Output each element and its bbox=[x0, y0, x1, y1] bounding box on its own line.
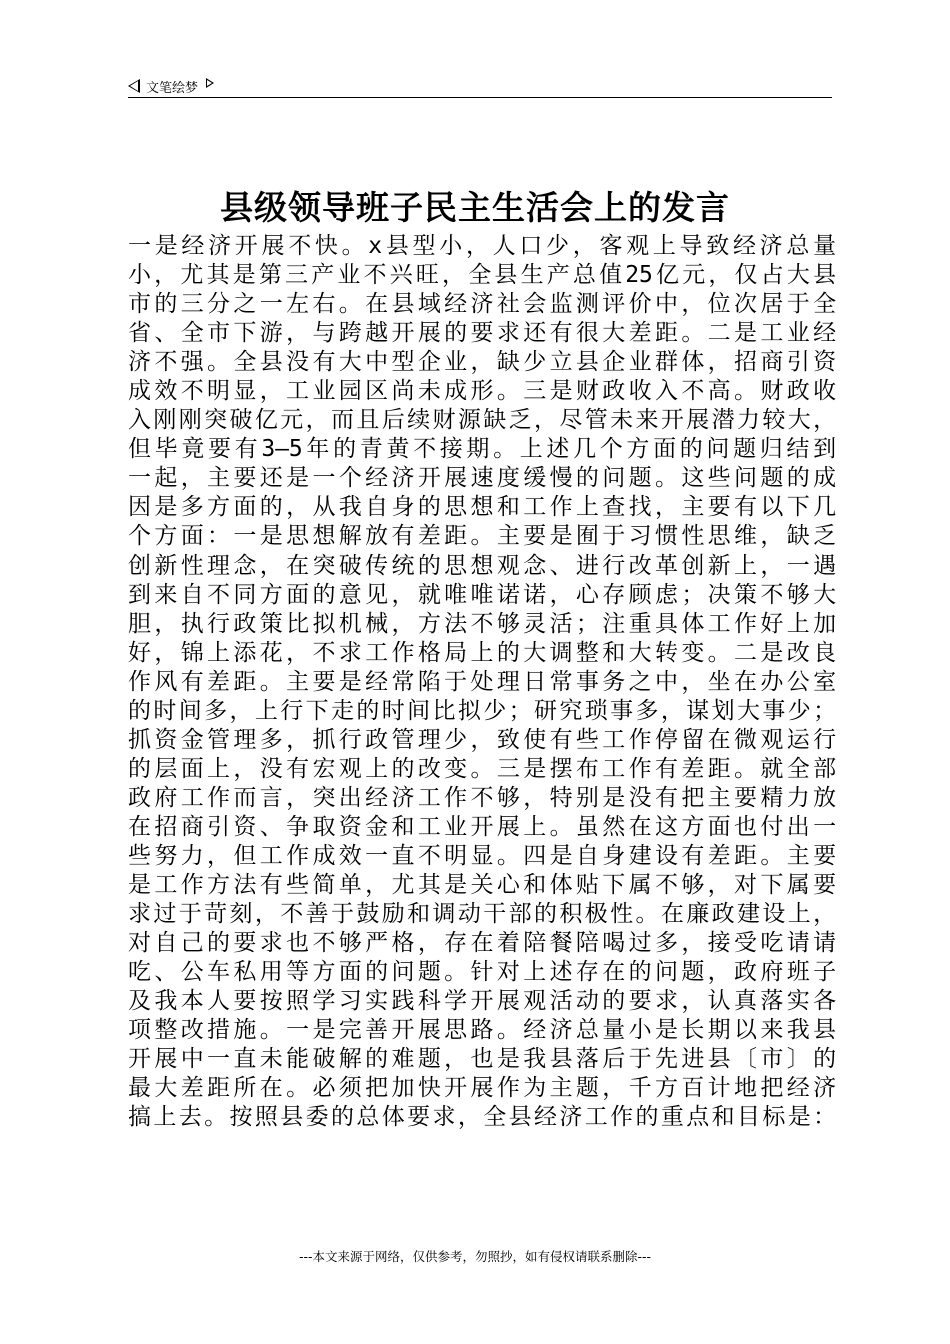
body-line: 但毕竟要有3—5年的青黄不接期。上述几个方面的问题归结到 bbox=[128, 436, 836, 463]
body-line: 市的三分之一左右。在县域经济社会监测评价中，位次居于全 bbox=[128, 291, 836, 318]
body-line: 一是经济开展不快。x县型小，人口少，客观上导致经济总量 bbox=[128, 233, 836, 259]
document-title: 县级领导班子民主生活会上的发言 bbox=[220, 188, 730, 227]
page-header bbox=[128, 74, 832, 98]
body-text bbox=[128, 232, 836, 1132]
body-line: 开展中一直未能破解的难题，也是我县落后于先进县〔市〕的 bbox=[128, 1046, 836, 1073]
body-line: 最大差距所在。必须把加快开展作为主题，千方百计地把经济 bbox=[128, 1075, 836, 1102]
body-line: 在招商引资、争取资金和工业开展上。虽然在这方面也付出一 bbox=[128, 813, 836, 840]
body-line: 些努力，但工作成效一直不明显。四是自身建设有差距。主要 bbox=[128, 842, 836, 869]
body-line: 求过于苛刻，不善于鼓励和调动干部的积极性。在廉政建设上， bbox=[128, 901, 836, 928]
body-line: 及我本人要按照学习实践科学开展观活动的要求，认真落实各 bbox=[128, 988, 836, 1015]
body-line: 作风有差距。主要是经常陷于处理日常事务之中，坐在办公室 bbox=[128, 668, 836, 695]
body-line: 好，锦上添花，不求工作格局上的大调整和大转变。二是改良 bbox=[128, 639, 836, 666]
body-line: 个方面：一是思想解放有差距。主要是囿于习惯性思维，缺乏 bbox=[128, 523, 836, 550]
body-line: 创新性理念，在突破传统的思想观念、进行改革创新上，一遇 bbox=[128, 552, 836, 579]
body-line: 政府工作而言，突出经济工作不够，特别是没有把主要精力放 bbox=[128, 784, 836, 811]
body-line: 项整改措施。一是完善开展思路。经济总量小是长期以来我县 bbox=[128, 1017, 836, 1044]
body-line: 搞上去。按照县委的总体要求，全县经济工作的重点和目标是： bbox=[128, 1104, 836, 1131]
body-line: 济不强。全县没有大中型企业，缺少立县企业群体，招商引资 bbox=[128, 349, 836, 376]
footer-disclaimer: ---本文来源于网络，仅供参考，勿照抄，如有侵权请联系删除--- bbox=[298, 1249, 652, 1264]
body-line: 到来自不同方面的意见，就唯唯诺诺，心存顾虑；决策不够大 bbox=[128, 581, 836, 608]
body-line: 一起，主要还是一个经济开展速度缓慢的问题。这些问题的成 bbox=[128, 465, 836, 492]
body-line: 成效不明显，工业园区尚未成形。三是财政收入不高。财政收 bbox=[128, 378, 836, 405]
body-line: 的时间多，上行下走的时间比拟少；研究琐事多，谋划大事少； bbox=[128, 697, 836, 724]
body-line: 是工作方法有些简单，尤其是关心和体贴下属不够，对下属要 bbox=[128, 872, 836, 899]
body-line: 抓资金管理多，抓行政管理少，致使有些工作停留在微观运行 bbox=[128, 726, 836, 753]
header-divider bbox=[128, 97, 832, 98]
body-line: 省、全市下游，与跨越开展的要求还有很大差距。二是工业经 bbox=[128, 320, 836, 347]
body-line: 的层面上，没有宏观上的改变。三是摆布工作有差距。就全部 bbox=[128, 755, 836, 782]
header-label: 文笔绘梦 bbox=[146, 80, 199, 96]
left-triangle-icon bbox=[128, 79, 140, 93]
body-line: 胆，执行政策比拟机械，方法不够灵活；注重具体工作好上加 bbox=[128, 610, 836, 637]
body-line: 吃、公车私用等方面的问题。针对上述存在的问题，政府班子 bbox=[128, 959, 836, 986]
right-triangle-icon bbox=[206, 78, 214, 88]
body-line: 因是多方面的，从我自身的思想和工作上查找，主要有以下几 bbox=[128, 494, 836, 521]
body-line: 入刚刚突破亿元，而且后续财源缺乏，尽管未来开展潜力较大， bbox=[128, 407, 836, 434]
body-line: 小，尤其是第三产业不兴旺，全县生产总值25亿元，仅占大县 bbox=[128, 262, 836, 289]
body-line: 对自己的要求也不够严格，存在着陪餐陪喝过多，接受吃请请 bbox=[128, 930, 836, 957]
